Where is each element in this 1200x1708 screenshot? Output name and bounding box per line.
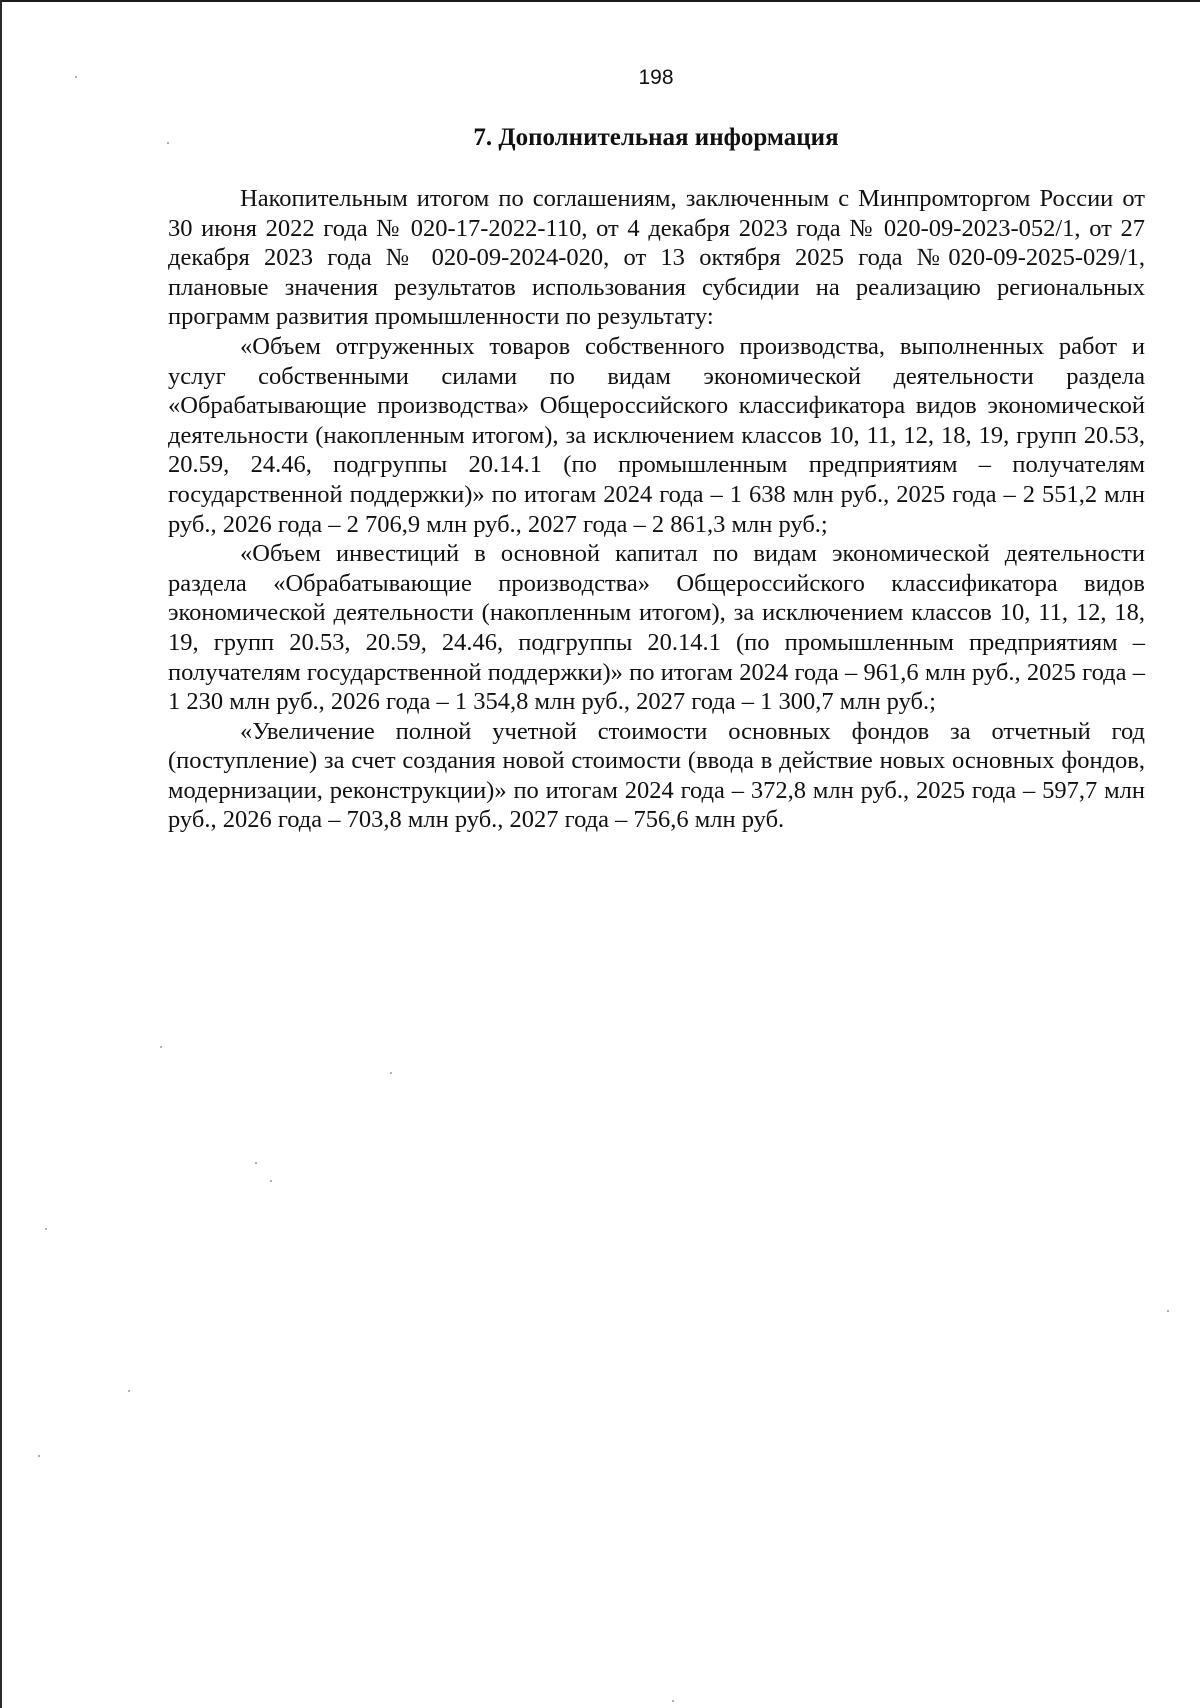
body-text: [168, 184, 1145, 835]
indicator-paragraph-investments: «Объем инвестиций в основной капитал по видам экономической деятельности раздела «Обрабатывающие производства» Общероссийского классификатора видов экономической деятельности (накопленным итогом), за исключением классов 10, 11, 12, 18, 19, групп 20.53, 20.59, 24.46, подгруппы 20.14.1 (по промышленным предприятиям – получателям государственной поддержки)» по итогам 2024 года – 961,6 млн руб., 2025 года – 1 230 млн руб., 2026 года – 1 354,8 млн руб., 2027 года – 1 300,7 млн руб.;: [168, 540, 1145, 716]
scan-speck: [167, 142, 169, 144]
section-title: 7. Дополнительная информация: [473, 124, 839, 151]
scan-speck: [75, 76, 77, 78]
scan-speck: [672, 1700, 674, 1702]
scan-border-top: [0, 0, 1200, 2]
scan-speck: [1167, 1310, 1169, 1312]
indicator-paragraph-shipped-goods: «Объем отгруженных товаров собственного производства, выполненных работ и услуг собственными силами по видам экономической деятельности раздела «Обрабатывающие производства» Общероссийского классификатора видов экономической деятельности (накопленным итогом), за исключением классов 10, 11, 12, 18, 19, групп 20.53, 20.59, 24.46, подгруппы 20.14.1 (по промышленным предприятиям – получателям государственной поддержки)» по итогам 2024 года – 1 638 млн руб., 2025 года – 2 551,2 млн руб., 2026 года – 2 706,9 млн руб., 2027 года – 2 861,3 млн руб.;: [168, 332, 1145, 538]
indicator-paragraph-fixed-assets: «Увеличение полной учетной стоимости основных фондов за отчетный год (поступление) за счет создания новой стоимости (ввода в действие новых основных фондов, модернизации, реконструкции)» по итогам 2024 года – 372,8 млн руб., 2025 года – 597,7 млн руб., 2026 года – 703,8 млн руб., 2027 года – 756,6 млн руб.: [168, 717, 1145, 834]
scan-speck: [270, 1180, 272, 1182]
scan-speck: [45, 1228, 47, 1230]
scan-speck: [255, 1162, 257, 1164]
scan-speck: [390, 1072, 392, 1074]
scan-speck: [160, 1046, 162, 1048]
scan-speck: [128, 1390, 130, 1392]
page-number: 198: [638, 66, 674, 89]
scan-speck: [38, 1455, 40, 1457]
intro-paragraph: Накопительным итогом по соглашениям, заключенным с Минпромторгом России от 30 июня 2022 года № 020-17-2022-110, от 4 декабря 2023 года № 020-09-2023-052/1, от 27 декабря 2023 года № 020-09-2024-020, от 13 октября 2025 года №020-09-2025-029/1, плановые значения результатов использования субсидии на реализацию региональных программ развития промышленности по результату:: [168, 185, 1145, 331]
scan-border-left: [0, 0, 2, 1708]
